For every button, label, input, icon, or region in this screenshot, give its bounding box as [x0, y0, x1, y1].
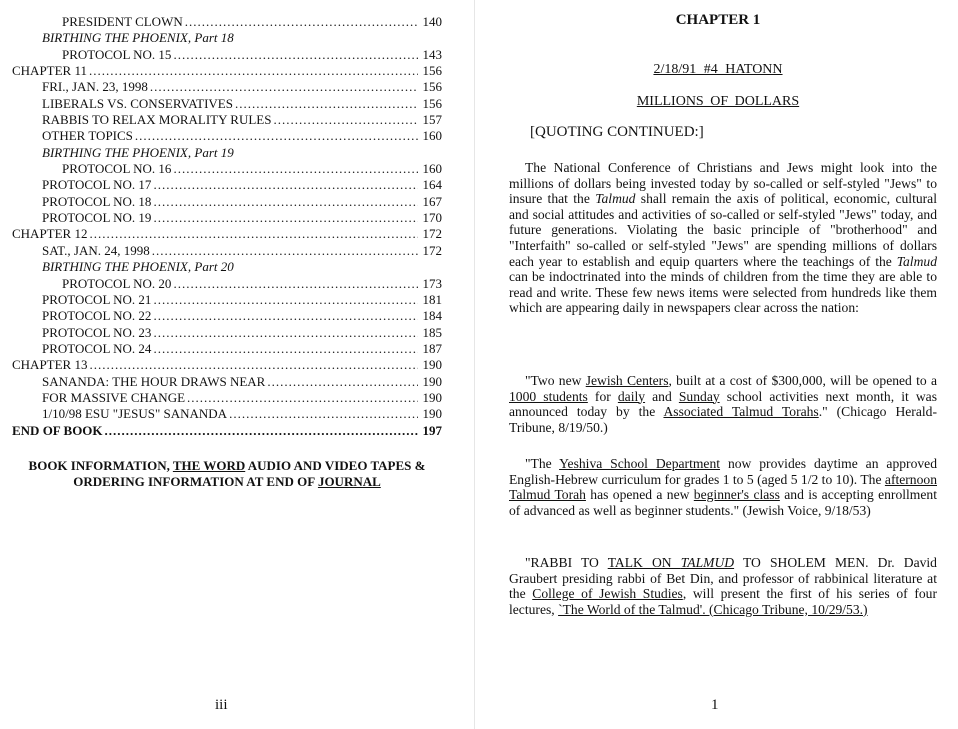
toc-entry-title: BIRTHING THE PHOENIX, Part 20 [42, 259, 234, 275]
toc-leader-dots [105, 423, 418, 439]
toc-entry-page: 185 [422, 324, 442, 340]
para3-text-b: now provides daytime an approved English-Hebrew curriculum for grades 1 to 5 (aged 5 1/2 to 10). The [509, 456, 937, 487]
toc-entry-title: PROTOCOL NO. 24 [42, 340, 152, 356]
para1-text-a: The National Conference of Christians and Jews might look into the millions of dollars being invested today by so-called or self-styled "Jews" to insure that the [509, 160, 937, 207]
toc-leader-dots [150, 79, 418, 95]
toc-entry-page: 190 [422, 406, 442, 422]
toc-entry-page: 190 [422, 357, 442, 373]
toc-entry-page: 190 [422, 389, 442, 405]
para2-daily: daily [617, 388, 646, 404]
toc-entry-title: FOR MASSIVE CHANGE [42, 389, 186, 405]
right-page [478, 0, 958, 729]
para1-talmud: Talmud [595, 191, 636, 207]
toc-entry [12, 194, 442, 210]
para1-text-c: can be indoctrinated into the minds of children from the time they are able to read and write. These few news items were selected from hundreds like them which are appearing daily in newspapers clear across the nation: [509, 269, 937, 316]
toc-entry-title: PROTOCOL NO. 22 [42, 308, 152, 324]
toc-leader-dots [89, 357, 418, 373]
toc-entry-page: 160 [422, 128, 442, 144]
para2-text-e: school activities next month, it was announced today by the [509, 388, 937, 420]
paragraph-4 [509, 555, 937, 617]
toc-entry-title: SAT., JAN. 24, 1998 [42, 242, 150, 258]
toc-leader-dots [173, 47, 418, 63]
para3-yeshiva: Yeshiva School Department [559, 456, 721, 471]
chapter-heading: CHAPTER 1 [675, 12, 761, 28]
toc-entry-title: SANANDA: THE HOUR DRAWS NEAR [42, 373, 266, 389]
para2-text-c: for [587, 388, 618, 404]
toc-entry [12, 341, 442, 357]
para4-text-b: TO SHOLEM MEN. Dr. David Graubert presiding rabbi of Bet Din, and professor of rabbinical literature at the [509, 555, 937, 602]
toc-leader-dots [235, 96, 418, 112]
toc-entry-page: 190 [422, 373, 442, 389]
toc-entry-page: 187 [422, 340, 442, 356]
para3-beginners-class: beginner's class [693, 487, 780, 503]
paragraph-2 [509, 373, 937, 435]
toc-entry [12, 406, 442, 422]
paragraph-3 [509, 456, 937, 518]
quoting-note: [QUOTING CONTINUED:] [530, 124, 704, 140]
the-word-link-text: THE WORD [172, 458, 246, 473]
toc-entry-title: CHAPTER 13 [12, 357, 88, 373]
toc-entry-title: BIRTHING THE PHOENIX, Part 18 [42, 30, 234, 46]
book-info-text: BOOK INFORMATION, [28, 458, 173, 473]
para4-text-a: "RABBI TO [525, 555, 608, 570]
toc-entry-page: 172 [422, 226, 442, 242]
para1-text-b: shall remain the axis of political, economic, cultural and social attitudes and activities of so-called or self-styled "Jews" today, and future generations. Violating the basic principle of "brotherhood" and "Interfaith" so-called or self-styled "Jews" are spending millions of dollars each year to establish and equip quarters where the teachings of the [509, 191, 937, 269]
toc-entry [12, 259, 442, 275]
toc-entry-title: PROTOCOL NO. 16 [62, 161, 172, 177]
toc-entry [12, 145, 442, 161]
toc-entry-page: 156 [422, 79, 442, 95]
para4-text-c: , will present the first of his series of four lectures, [509, 586, 937, 617]
para2-jewish-centers: Jewish Centers [585, 373, 669, 388]
toc-leader-dots [153, 308, 418, 324]
toc-entry-title: PROTOCOL NO. 20 [62, 275, 172, 291]
toc-entry-title: PROTOCOL NO. 23 [42, 324, 152, 340]
toc-leader-dots [89, 63, 418, 79]
para2-text-f: ." (Chicago Herald-Tribune, 8/19/50.) [509, 404, 937, 435]
page-gutter [474, 0, 475, 729]
journal-text: JOURNAL [317, 474, 381, 489]
left-page [0, 0, 470, 729]
toc-entry [12, 357, 442, 373]
toc-leader-dots [153, 177, 418, 193]
toc-entry [12, 63, 442, 79]
toc-entry-page: 172 [422, 242, 442, 258]
para4-talk-on: TALK ON [607, 555, 681, 570]
para4-college: College of Jewish Studies [532, 586, 683, 602]
toc-entry [12, 177, 442, 193]
para2-text-a: "Two new [525, 373, 586, 388]
toc-leader-dots [267, 374, 418, 390]
toc-entry [12, 276, 442, 292]
toc-entry-title: PROTOCOL NO. 15 [62, 46, 172, 62]
toc-entry [12, 325, 442, 341]
toc-entry-title: PROTOCOL NO. 17 [42, 177, 152, 193]
toc-entry [12, 226, 442, 242]
paragraph-1 [509, 160, 937, 316]
toc-leader-dots [153, 341, 418, 357]
toc-entry [12, 423, 442, 439]
para2-text-b: , built at a cost of $300,000, will be opened to a [668, 373, 937, 388]
toc-entry [12, 308, 442, 324]
toc-entry-title: FRI., JAN. 23, 1998 [42, 79, 148, 95]
table-of-contents [12, 14, 442, 439]
toc-entry [12, 128, 442, 144]
dateline: 2/18/91 #4 HATONN [653, 62, 783, 77]
toc-entry [12, 374, 442, 390]
para3-text-c: has opened a new [585, 487, 694, 503]
toc-leader-dots [152, 243, 418, 259]
toc-leader-dots [89, 226, 418, 242]
toc-entry-title: RABBIS TO RELAX MORALITY RULES [42, 112, 272, 128]
toc-entry-title: LIBERALS VS. CONSERVATIVES [42, 95, 233, 111]
toc-leader-dots [173, 276, 418, 292]
toc-entry-page: 156 [422, 95, 442, 111]
toc-entry-page: 173 [422, 275, 442, 291]
toc-entry [12, 112, 442, 128]
toc-entry [12, 30, 442, 46]
toc-entry-page: 160 [422, 161, 442, 177]
toc-entry-page: 167 [422, 193, 442, 209]
toc-entry-title: PROTOCOL NO. 18 [42, 193, 152, 209]
toc-entry-page: 140 [422, 14, 442, 29]
page-number-right: 1 [711, 697, 719, 713]
toc-leader-dots [185, 14, 418, 30]
toc-leader-dots [153, 292, 418, 308]
toc-entry-title: 1/10/98 ESU "JESUS" SANANDA [42, 406, 228, 422]
para3-afternoon-talmud-torah: afternoon Talmud Torah [509, 471, 937, 503]
book-info-text-2: AUDIO AND VIDEO TAPES & ORDERING INFORMATION AT END OF [73, 458, 426, 489]
toc-entry-title: END OF BOOK [12, 422, 103, 438]
toc-entry-title: OTHER TOPICS [42, 128, 133, 144]
para2-text-d: and [645, 388, 679, 404]
toc-leader-dots [153, 325, 418, 341]
book-information-note [12, 458, 442, 490]
toc-entry [12, 390, 442, 406]
toc-entry-title: PROTOCOL NO. 21 [42, 291, 152, 307]
toc-entry-title: PRESIDENT CLOWN [62, 14, 183, 29]
toc-leader-dots [187, 390, 418, 406]
toc-leader-dots [153, 210, 418, 226]
para4-talmud: TALMUD [680, 555, 735, 570]
toc-entry-title: PROTOCOL NO. 19 [42, 210, 152, 226]
toc-leader-dots [173, 161, 418, 177]
section-heading: MILLIONS OF DOLLARS [636, 94, 800, 109]
toc-entry-page: 184 [422, 308, 442, 324]
toc-entry-page: 170 [422, 210, 442, 226]
toc-entry [12, 210, 442, 226]
para4-world-of-talmud: `The World of the Talmud'. (Chicago Tribune, 10/29/53.) [558, 601, 868, 617]
page-number-left: iii [215, 697, 228, 713]
toc-entry-page: 164 [422, 177, 442, 193]
toc-entry-page: 157 [422, 112, 442, 128]
toc-entry [12, 292, 442, 308]
para3-text-d: and is accepting enrollment of advanced as well as beginner students." (Jewish Voice, 9/18/53) [509, 487, 937, 518]
toc-entry-page: 181 [422, 291, 442, 307]
toc-entry [12, 14, 442, 30]
toc-entry-title: BIRTHING THE PHOENIX, Part 19 [42, 144, 234, 160]
toc-entry-page: 143 [422, 46, 442, 62]
toc-entry-title: CHAPTER 12 [12, 226, 88, 242]
para2-students: 1000 students [509, 388, 588, 404]
toc-leader-dots [229, 406, 418, 422]
toc-entry [12, 96, 442, 112]
toc-leader-dots [273, 112, 418, 128]
toc-leader-dots [153, 194, 418, 210]
toc-entry-page: 197 [422, 422, 442, 438]
toc-entry-page: 156 [422, 63, 442, 79]
toc-entry [12, 47, 442, 63]
para1-talmud-2: Talmud [896, 253, 937, 269]
toc-entry [12, 79, 442, 95]
para2-associated-talmud-torahs: Associated Talmud Torahs [663, 404, 819, 420]
toc-entry-title: CHAPTER 11 [12, 63, 87, 79]
toc-entry [12, 161, 442, 177]
toc-entry [12, 243, 442, 259]
para2-sunday: Sunday [678, 388, 720, 404]
para3-text-a: "The [525, 456, 560, 471]
toc-leader-dots [135, 128, 418, 144]
